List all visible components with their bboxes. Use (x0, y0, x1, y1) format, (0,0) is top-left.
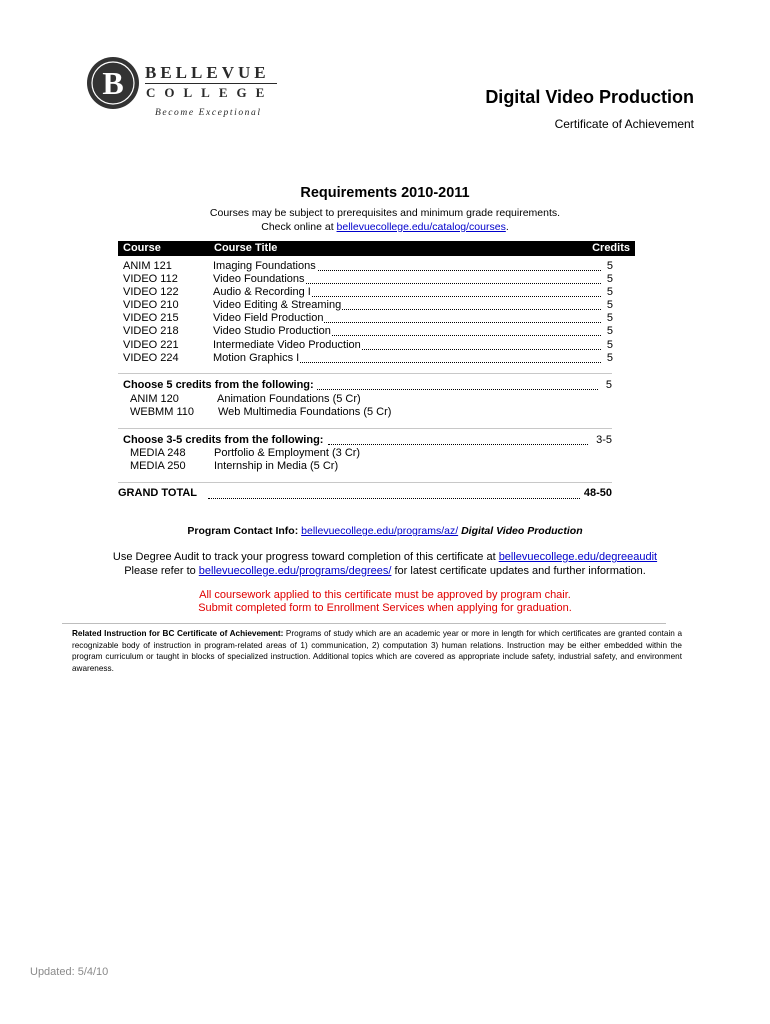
elective-option-code: WEBMM 110 (130, 406, 194, 418)
submission-notice: Submit completed form to Enrollment Services when applying for graduation. (198, 602, 572, 614)
elective-option-title: Internship in Media (5 Cr) (214, 460, 339, 472)
course-credits: 5 (606, 273, 613, 285)
logo-tagline: Become Exceptional (155, 108, 262, 118)
elective-option-code: MEDIA 248 (130, 447, 186, 459)
contact-program: Digital Video Production (461, 525, 583, 537)
course-credits: 5 (606, 286, 613, 298)
catalog-note-suffix: . (505, 221, 509, 233)
table-row (118, 260, 615, 273)
dot-leader (328, 444, 588, 445)
elective-group-label: Choose 5 credits from the following: (123, 379, 314, 391)
course-code: VIDEO 122 (123, 286, 179, 298)
related-instruction-text: Programs of study which are an academic year or more in length for which certificates are granted contain a recognizable body of instruction in program-related areas of 1) communication, 2) computation 3) human relations. Instruction may be either embedded within the program curriculum or taught in blocks of specialized instruction. Additional topics which are covered as appropriate include safety, industrial safety, and environment awareness. (72, 629, 682, 673)
course-code: VIDEO 224 (123, 352, 179, 364)
course-code: VIDEO 215 (123, 312, 179, 324)
catalog-note-prefix: Check online at (261, 221, 337, 233)
course-credits: 5 (606, 299, 613, 311)
course-code: VIDEO 112 (123, 273, 178, 285)
elective-option-title: Animation Foundations (5 Cr) (217, 393, 361, 405)
course-title: Video Foundations (213, 273, 305, 285)
grand-total-row (118, 487, 612, 501)
logo-name-line1: BELLEVUE (145, 63, 270, 82)
program-contact (0, 525, 770, 537)
elective-option-code: MEDIA 250 (130, 460, 186, 472)
updated-date: Updated: 5/4/10 (30, 966, 109, 978)
table-row (118, 339, 615, 352)
table-row (118, 299, 615, 312)
related-instruction (72, 628, 682, 674)
elective-option-title: Web Multimedia Foundations (5 Cr) (218, 406, 392, 418)
requirements-title: Requirements 2010-2011 (300, 185, 470, 201)
course-credits: 5 (606, 312, 613, 324)
grand-total-label: GRAND TOTAL (118, 487, 198, 499)
section-divider (118, 428, 612, 429)
elective-group-header (118, 379, 612, 392)
logo-divider (145, 83, 277, 84)
degrees-link[interactable]: bellevuecollege.edu/programs/degrees/ (198, 565, 392, 577)
contact-label: Program Contact Info: (187, 525, 299, 537)
table-row (118, 325, 615, 338)
course-table-header (118, 241, 635, 256)
degrees-line (0, 565, 770, 577)
elective-group-credits: 3-5 (596, 434, 612, 446)
logo-mark-letter: B (102, 65, 124, 101)
dot-leader (208, 498, 580, 499)
elective-option-code: ANIM 120 (130, 393, 179, 405)
degrees-suffix: for latest certificate updates and further information. (391, 565, 646, 577)
college-seal-icon (86, 56, 140, 110)
degree-audit-text: Use Degree Audit to track your progress toward completion of this certificate at (112, 551, 499, 563)
related-instruction-label: Related Instruction for BC Certificate of Achievement: (72, 629, 284, 638)
course-title: Intermediate Video Production (213, 339, 361, 351)
bellevue-college-logo (86, 56, 286, 126)
column-header-credits: Credits (592, 242, 630, 254)
table-row (118, 286, 615, 299)
course-title: Motion Graphics I (213, 352, 300, 364)
document-title: Digital Video Production (485, 87, 694, 107)
table-row (118, 312, 615, 325)
catalog-note (0, 221, 770, 233)
catalog-link[interactable]: bellevuecollege.edu/catalog/courses (336, 221, 506, 233)
course-credits: 5 (606, 352, 613, 364)
section-divider (118, 482, 612, 483)
grand-total-credits: 48-50 (583, 487, 612, 499)
logo-name-line2: COLLEGE (146, 85, 274, 100)
degree-audit-line (0, 551, 770, 563)
contact-link[interactable]: bellevuecollege.edu/programs/az/ (301, 525, 459, 537)
section-divider (118, 373, 612, 374)
column-header-course: Course (123, 242, 161, 254)
course-code: VIDEO 210 (123, 299, 179, 311)
document-subtitle: Certificate of Achievement (554, 117, 694, 131)
degrees-prefix: Please refer to (124, 565, 199, 577)
course-credits: 5 (606, 325, 613, 337)
elective-group-label: Choose 3-5 credits from the following: (123, 434, 324, 446)
course-title: Video Field Production (213, 312, 324, 324)
elective-group-header (118, 434, 612, 447)
table-row (118, 273, 615, 286)
course-credits: 5 (606, 339, 613, 351)
column-header-title: Course Title (214, 242, 278, 254)
elective-group-credits: 5 (605, 379, 612, 391)
section-divider (62, 623, 666, 624)
elective-option-title: Portfolio & Employment (3 Cr) (214, 447, 361, 459)
course-code: ANIM 121 (123, 260, 172, 272)
course-title: Imaging Foundations (213, 260, 316, 272)
requirements-note: Courses may be subject to prerequisites and minimum grade requirements. (209, 207, 561, 219)
course-code: VIDEO 218 (123, 325, 179, 337)
table-row (118, 352, 615, 365)
approval-notice: All coursework applied to this certificate must be approved by program chair. (199, 589, 571, 601)
course-credits: 5 (606, 260, 613, 272)
degree-audit-link[interactable]: bellevuecollege.edu/degreeaudit (498, 551, 658, 563)
course-title: Video Editing & Streaming (213, 299, 342, 311)
course-code: VIDEO 221 (123, 339, 179, 351)
course-title: Audio & Recording I (213, 286, 311, 298)
course-title: Video Studio Production (213, 325, 331, 337)
